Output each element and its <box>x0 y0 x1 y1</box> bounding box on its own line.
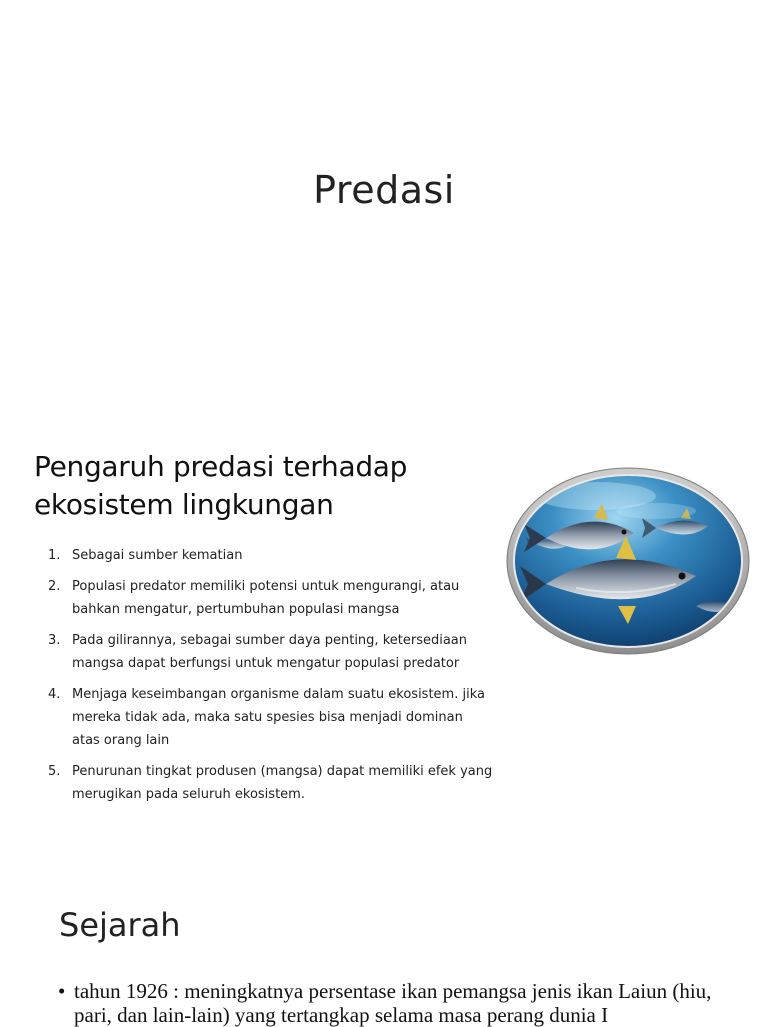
list-item-number: 4. <box>48 687 61 702</box>
list-item-text: Populasi predator memiliki potensi untuk mengurangi, atau bahkan mengatur, pertumbuhan populasi mangsa <box>72 579 460 617</box>
effects-heading: Pengaruh predasi terhadap ekosistem lingkungan <box>34 450 408 521</box>
list-item-text: Penurunan tingkat produsen (mangsa) dapat memiliki efek yang merugikan pada seluruh ekosistem. <box>72 764 493 802</box>
list-item <box>48 683 493 752</box>
slide-history <box>0 840 768 1027</box>
history-heading: Sejarah <box>59 906 181 944</box>
list-item <box>48 544 493 567</box>
list-item-number: 5. <box>48 764 61 779</box>
list-item <box>48 760 493 806</box>
tuna-school-image <box>506 466 750 656</box>
history-bullets <box>58 979 738 1027</box>
slide-effects <box>0 410 768 840</box>
list-item-number: 1. <box>48 548 61 563</box>
effects-list <box>48 544 493 814</box>
list-item-text: tahun 1926 : meningkatnya persentase ikan pemangsa jenis ikan Laiun (hiu, pari, dan lain-lain) yang tertangkap selama masa perang dunia I <box>74 979 712 1027</box>
list-item-number: 2. <box>48 579 61 594</box>
list-item <box>48 629 493 675</box>
list-item-text: Sebagai sumber kematian <box>72 548 243 563</box>
list-item-number: 3. <box>48 633 61 648</box>
list-item <box>48 575 493 621</box>
slide-title-heading: Predasi <box>313 168 455 212</box>
list-item <box>58 979 738 1027</box>
bullet-icon: • <box>58 979 66 1003</box>
list-item-text: Pada gilirannya, sebagai sumber daya penting, ketersediaan mangsa dapat berfungsi untuk mengatur populasi predator <box>72 633 468 671</box>
slide-title <box>0 0 768 410</box>
list-item-text: Menjaga keseimbangan organisme dalam suatu ekosistem. jika mereka tidak ada, maka satu spesies bisa menjadi dominan atas orang lain <box>72 687 485 748</box>
